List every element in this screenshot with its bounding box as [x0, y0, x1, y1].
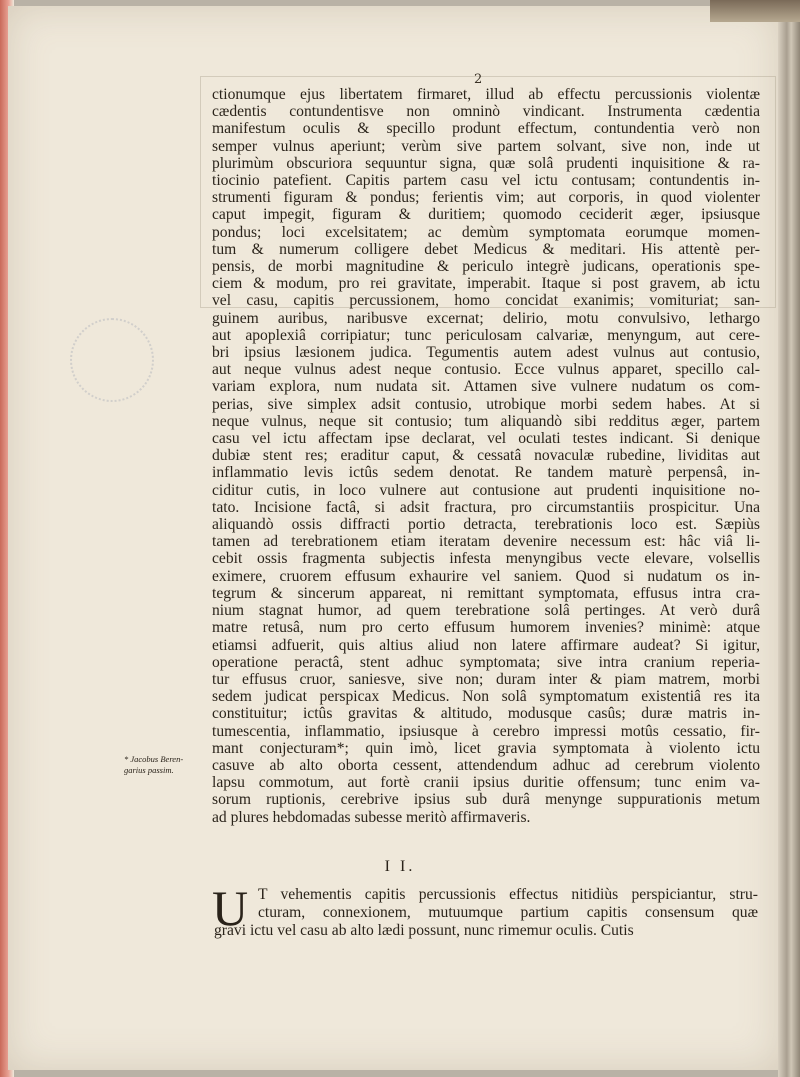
text-line: ad plures hebdomadas subesse meritò affirmaveris.: [212, 808, 531, 826]
drop-initial: U: [212, 880, 249, 936]
text-line: strumenti figuram & pondus; ferientis vim; aut corporis, in quod violenter: [212, 189, 760, 207]
text-line: operatione peractâ, stent adhuc symptomata; sive intra cranium reperia-: [212, 653, 760, 671]
text-line: aut neque vulnus adest neque contusio. Ecce vulnus apparet, specillo cal-: [212, 361, 760, 379]
text-line: constituitur; ictûs gravitas & altitudo, modusque casûs; duræ matris in-: [212, 705, 760, 723]
text-line: neque vulnus, neque sit contusio; tum aliquandò sibi redditus æger, partem: [212, 412, 760, 430]
corner-board: [710, 0, 800, 22]
text-line: casu vel ictu affectam ipse declarat, vel oculati testes indicant. Si denique: [212, 430, 760, 448]
text-line: plurimùm obscuriora sequuntur signa, quæ solâ prudenti inquisitione & ra-: [212, 154, 760, 172]
text-line: tum & numerum colligere debet Medicus & meditari. His attentè per-: [212, 240, 760, 258]
text-line: tamen ad terebrationem etiam iteratam devenire necessum est: hâc viâ li-: [212, 533, 760, 551]
library-stamp-faint: [70, 318, 154, 402]
margin-note: [124, 754, 214, 776]
text-line: guinem auribus, naribusve excernat; delirio, motu convulsivo, lethargo: [212, 309, 760, 327]
text-line: caput impegit, figuram & duritiem; quomodo ceciderit æger, ipsiusque: [212, 206, 760, 224]
margin-note-line: * Jacobus Beren-: [124, 754, 184, 764]
text-line: aut apoplexiâ corripiatur; tunc periculosam calvariæ, menyngum, aut cere-: [212, 326, 760, 344]
text-line: eximere, cruorem effusum exhaurire vel saniem. Quod si nudatum os in-: [212, 567, 760, 585]
text-line: tiocinio patefient. Capitis partem casu vel ictu contusam; contundentis in-: [212, 172, 760, 190]
text-line: lapsu commotum, aut fortè cranii ipsius duritie offensum; tunc enim va-: [212, 774, 760, 792]
page-stack-edge: [778, 0, 800, 1077]
text-line: vel casu, capitis percussionem, homo concidat exanimis; vomituriat; san-: [212, 292, 760, 310]
text-line: tur effusus cruor, saniesve, sive non; duram inter & piam matrem, morbi: [212, 670, 760, 688]
text-line: casuve ab alto oborta cessent, attendendum adhuc ad cerebrum violento: [212, 756, 760, 774]
text-line: pondus; loci excelsitatem; ac demùm symptomata eorumque momen-: [212, 223, 760, 241]
text-line: cturam, connexionem, mutuumque partium capitis consensum quæ: [258, 904, 758, 921]
second-paragraph: [258, 886, 758, 922]
text-line: mant conjecturam*; quin imò, licet gravia symptomata à violento ictu: [212, 739, 760, 757]
page-number: 2: [474, 72, 483, 87]
text-line: tegrum & sincerum appareat, ni remittant symptomata, effusus intra cra-: [212, 584, 760, 602]
text-line: matre retusâ, num pro certo effusum humorem invenies? minimè: atque: [212, 619, 760, 637]
text-line: etiamsi adfuerit, quis altius aliud non latere affirmare audeat? Si igitur,: [212, 636, 760, 654]
text-line: cebit ossis fragmenta subjectis infesta menyngibus vecte elevare, volsellis: [212, 550, 760, 568]
text-line: manifestum oculis & specillo produnt effectum, contundentia verò non: [212, 120, 760, 138]
margin-note-line: garius passim.: [124, 765, 174, 775]
text-line: sorum ruptionis, cerebrive ipsius sub durâ menynge suppurationis metum: [212, 791, 760, 809]
text-line: semper vulnus aperiunt; verùm sive partem solvant, sive non, inde ut: [212, 137, 760, 155]
text-line: variam explora, num nudata sit. Attamen sive vulnere nudatum os com-: [212, 378, 760, 396]
main-text-block: [212, 86, 760, 826]
text-line: pensis, de morbi magnitudine & periculo integrè judicans, operationis spe-: [212, 258, 760, 276]
text-line: ciditur cutis, in loco vulnere aut contusione aut prudenti inquisitione no-: [212, 481, 760, 499]
text-line: aliquandò ossis diffracti portio detracta, terebrationis loco est. Sæpiùs: [212, 516, 760, 534]
text-line: cædentis contundentisve non omninò vindicant. Instrumenta cædentia: [212, 103, 760, 121]
text-line: T vehementis capitis percussionis effectus nitidiùs perspiciantur, stru-: [258, 886, 758, 903]
text-line: perias, sive simplex adsit contusio, utrobique morbi sedem habes. At si: [212, 395, 760, 413]
text-line: dubiæ stent res; eraditur caput, & cessatâ novaculæ rubedine, lividitas aut: [212, 447, 760, 465]
text-line: ciem & modum, pro rei gravitate, imperabit. Itaque si post gravem, ab ictu: [212, 275, 760, 293]
text-line: bri ipsius læsionem judica. Tegumentis autem adest vulnus aut contusio,: [212, 344, 760, 362]
section-heading: I I.: [384, 858, 416, 875]
text-line: tumescentia, inflammatio, ipsiusque à cerebro impressi motûs cessatio, fir-: [212, 722, 760, 740]
text-line: nium stagnat humor, ad quem terebratione solâ pertinges. At verò durâ: [212, 602, 760, 620]
text-line: inflammatio levis ictûs sedem denotat. Re tandem maturè perpensâ, in-: [212, 464, 760, 482]
second-paragraph-last-line: gravi ictu vel casu ab alto lædi possunt, nunc rimemur oculis. Cutis: [214, 922, 634, 939]
text-line: ctionumque ejus libertatem firmaret, illud ab effectu percussionis violentæ: [212, 86, 760, 103]
text-line: tato. Incisione factâ, si adsit fractura, pro circumstantiis prospicitur. Una: [212, 498, 760, 516]
text-line: sedem judicat perspicax Medicus. Non solâ symptomatum existentiâ res ita: [212, 688, 760, 706]
